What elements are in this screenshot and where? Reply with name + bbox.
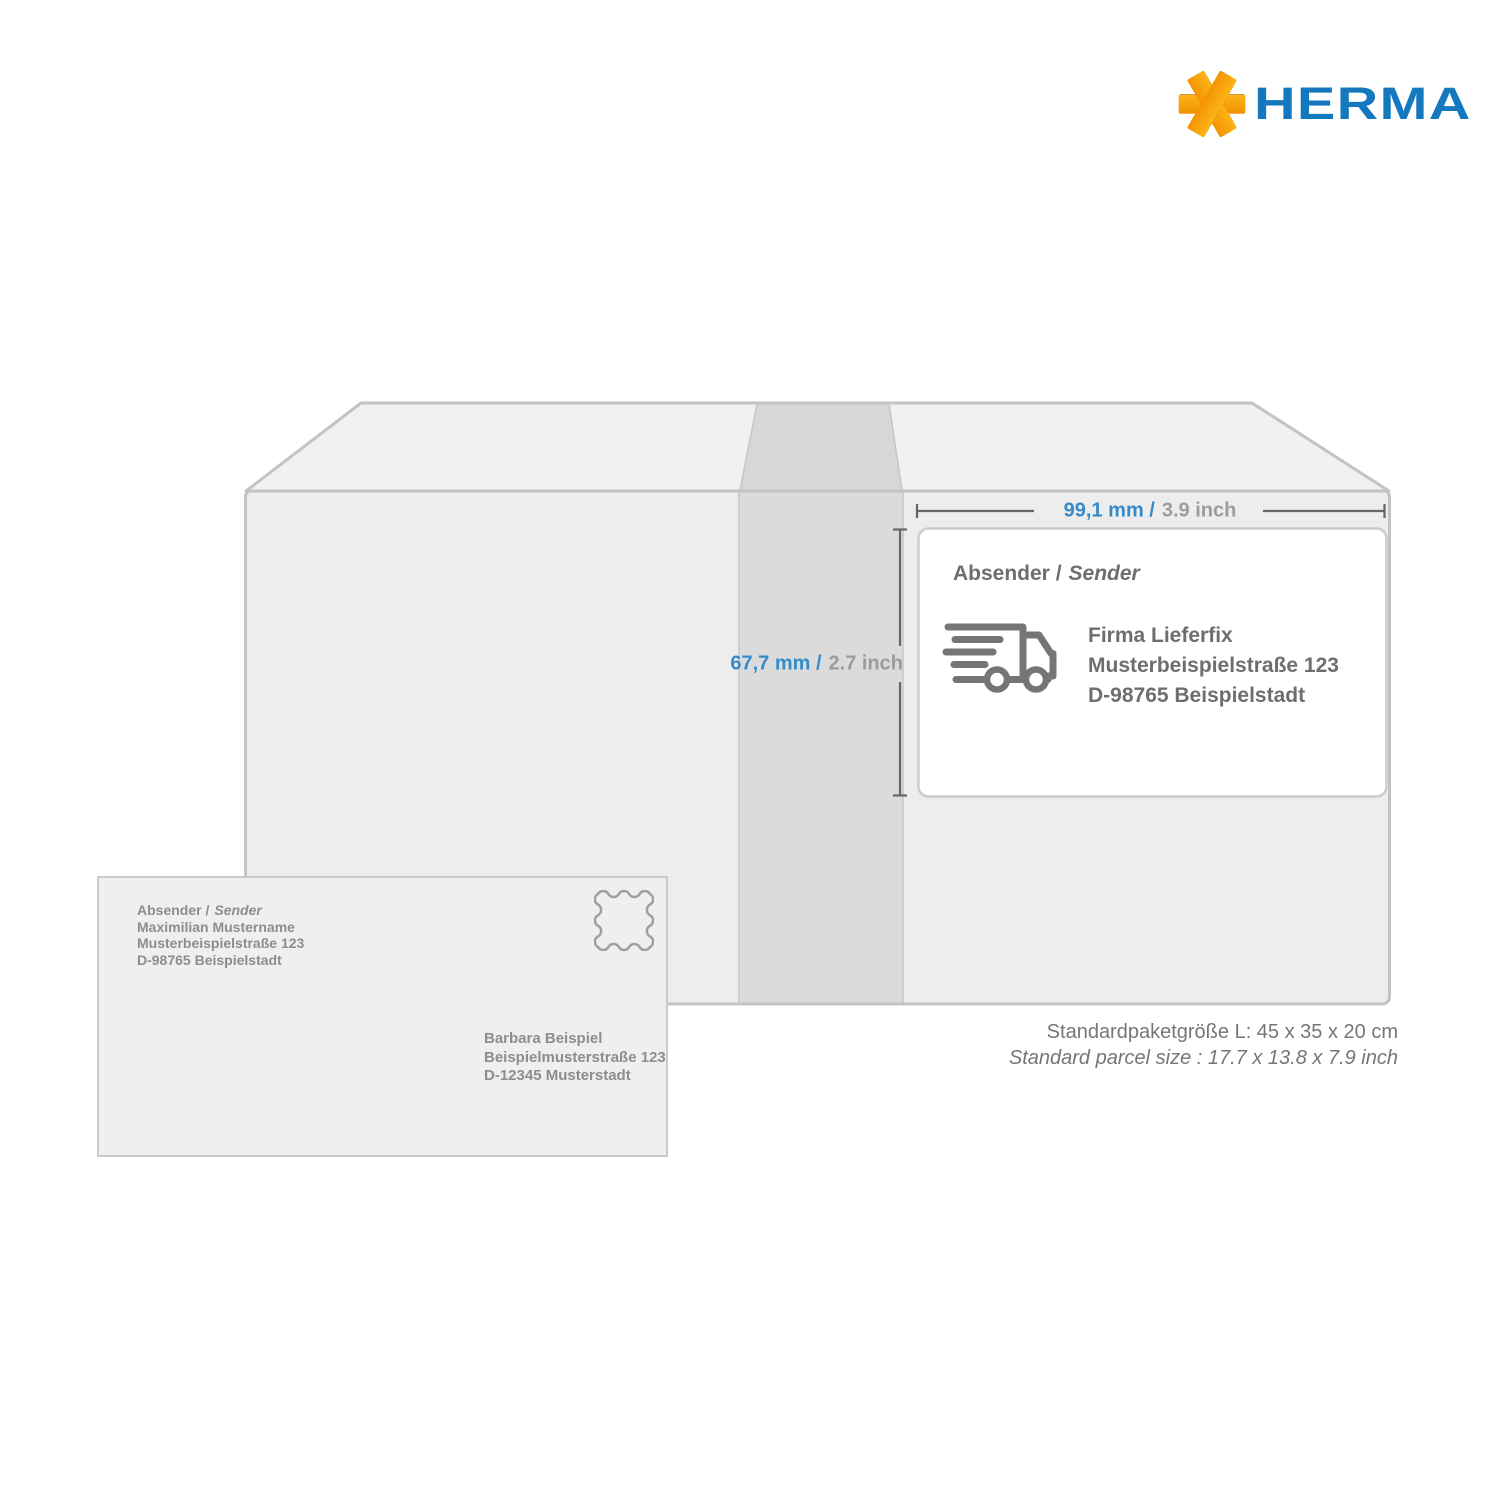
envelope-sender-line: Musterbeispielstraße 123 bbox=[137, 935, 305, 951]
envelope bbox=[97, 876, 668, 1157]
parcel-size-note bbox=[1009, 1019, 1398, 1071]
envelope-sender-title bbox=[137, 902, 304, 919]
label-address-line: D-98765 Beispielstadt bbox=[1088, 684, 1306, 707]
width-dimension bbox=[1064, 500, 1237, 523]
parcel-size-note-en: Standard parcel size : 17.7 x 13.8 x 7.9 inch bbox=[1008, 1047, 1398, 1069]
height-dimension bbox=[730, 653, 903, 676]
envelope-sender-title-en: Sender bbox=[214, 902, 262, 918]
envelope-recipient-line: Beispielmusterstraße 123 bbox=[484, 1048, 666, 1066]
envelope-recipient-line: Barbara Beispiel bbox=[484, 1030, 603, 1047]
envelope-sender-title-de: Absender / bbox=[137, 902, 210, 918]
label-title bbox=[953, 562, 1140, 586]
label-title-en: Sender bbox=[1068, 562, 1140, 585]
envelope-sender-block bbox=[137, 902, 304, 968]
height-imperial: 2.7 inch bbox=[828, 652, 903, 675]
postage-stamp-icon bbox=[594, 890, 654, 951]
envelope-sender-line: D-98765 Beispielstadt bbox=[137, 951, 282, 968]
herma-wordmark: HERMA bbox=[1254, 78, 1472, 129]
box-tape-stripe-top bbox=[740, 404, 902, 490]
truck-front-wheel bbox=[1026, 670, 1046, 690]
envelope-recipient-block bbox=[484, 1030, 666, 1086]
parcel-size-note-de: Standardpaketgröße L: 45 x 35 x 20 cm bbox=[1046, 1021, 1398, 1043]
envelope-sender-line: Maximilian Mustername bbox=[137, 918, 295, 935]
label-title-de: Absender / bbox=[953, 562, 1062, 585]
truck-rear-wheel bbox=[987, 670, 1007, 690]
label-address bbox=[1088, 621, 1339, 711]
label-address-line: Firma Lieferfix bbox=[1088, 624, 1233, 647]
width-imperial: 3.9 inch bbox=[1161, 499, 1237, 522]
height-metric: 67,7 mm / bbox=[730, 652, 822, 675]
envelope-recipient-line: D-12345 Musterstadt bbox=[484, 1067, 631, 1084]
width-metric: 99,1 mm / bbox=[1063, 499, 1155, 522]
label-address-line: Musterbeispielstraße 123 bbox=[1088, 654, 1339, 677]
box-tape-stripe-front bbox=[739, 492, 903, 1003]
